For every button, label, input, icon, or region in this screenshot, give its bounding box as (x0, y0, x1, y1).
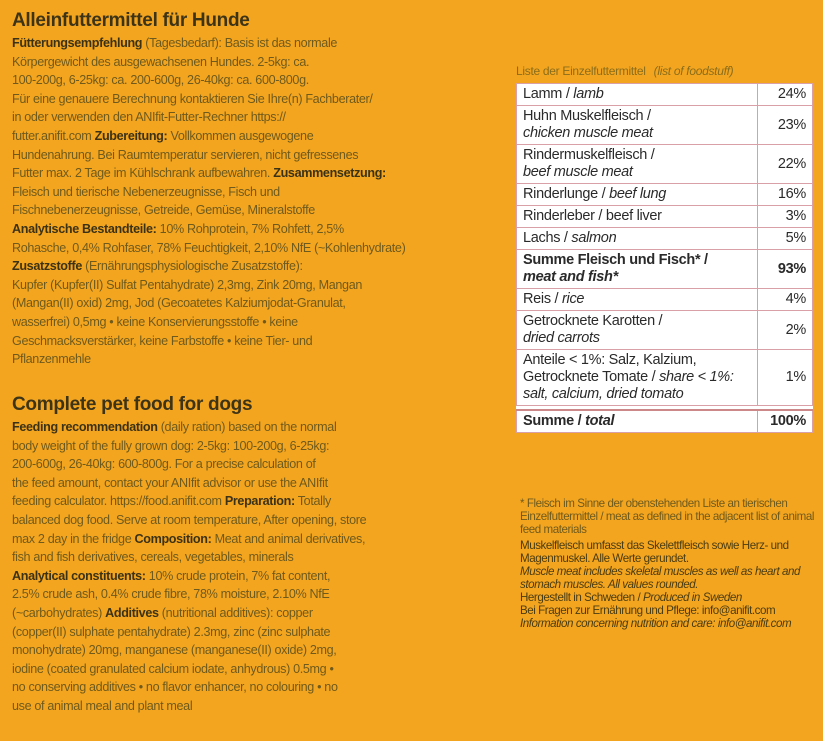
text-line (12, 164, 512, 183)
label-bold: Preparation: (224, 494, 295, 509)
text-run: 10% crude protein, 7% fat content, (145, 568, 331, 583)
note-produced (520, 591, 820, 604)
text-line (12, 437, 512, 456)
ingredient-percent: 1% (758, 350, 813, 406)
total-de: Summe / (523, 413, 586, 429)
text-run: the feed amount, contact your ANIfit advisor or use the ANIfit (12, 475, 328, 490)
text-line (12, 548, 512, 567)
ingredient-percent: 4% (758, 289, 813, 311)
text-run: Totally (294, 494, 331, 509)
text-run: max 2 day in the fridge (12, 531, 135, 546)
ingredient-de: Lachs / (523, 230, 572, 246)
ingredient-en: beef lung (609, 186, 667, 202)
table-row (517, 84, 813, 106)
ingredient-en: chicken muscle meat (523, 125, 653, 141)
ingredient-percent: 5% (758, 228, 813, 250)
label-bold: Feeding recommendation (12, 420, 158, 434)
label-bold: Zusammensetzung: (273, 166, 386, 181)
text-run: in oder verwenden den ANIfit-Futter-Rechner https:// (12, 110, 286, 125)
text-line (12, 418, 512, 437)
note-muscle-en-text: Muscle meat includes skeletal muscles as well as heart and stomach muscles. All values rounded. (520, 565, 800, 591)
produced-en: Produced in Sweden (643, 591, 742, 604)
table-row (517, 289, 813, 311)
ingredient-en: share < 1%: salt, calcium, dried tomato (523, 369, 734, 402)
text-run: Pflanzenmehle (12, 352, 91, 367)
ingredient-en: meat and fish* (523, 269, 618, 285)
footnotes (520, 497, 820, 630)
note-contact-en (520, 617, 820, 630)
text-line (12, 660, 512, 679)
text-run: Für eine genauere Berechnung kontaktieren Sie Ihre(n) Fachberater/ (12, 91, 373, 106)
ingredient-percent: 3% (758, 206, 813, 228)
ingredient-percent: 23% (758, 106, 813, 145)
english-text (12, 418, 512, 716)
ingredient-en: rice (562, 291, 585, 307)
text-line (12, 257, 512, 276)
text-line (12, 332, 512, 351)
ingredient-name (517, 145, 758, 184)
note-contact-de: Bei Fragen zur Ernährung und Pflege: info@anifit.com (520, 604, 776, 617)
ingredient-percent: 2% (758, 311, 813, 350)
ingredient-de: Anteile < 1%: Salz, Kalzium, Getrocknete Tomate / (523, 352, 697, 385)
table-row (517, 228, 813, 250)
text-line (12, 697, 512, 716)
text-run: Meat and animal derivatives, (211, 531, 366, 546)
text-run: Hundenahrung. Bei Raumtemperatur servieren, nicht gefressenes (12, 147, 359, 162)
ingredient-name (517, 106, 758, 145)
ingredient-list-title (516, 64, 813, 78)
text-line (12, 641, 512, 660)
ingredient-de: Huhn Muskelfleisch / (523, 108, 651, 124)
text-run: (daily ration) based on the normal (157, 420, 337, 434)
table-row (517, 184, 813, 206)
ingredient-name (517, 228, 758, 250)
text-run: (Tagesbedarf): Basis ist das normale (142, 36, 338, 50)
text-run: Futter max. 2 Tage im Kühlschrank aufbewahren. (12, 166, 274, 181)
text-run: (nutritional additives): copper (158, 605, 313, 620)
ingredient-table (516, 83, 813, 433)
ingredient-name (517, 350, 758, 406)
text-line (12, 623, 512, 642)
label-bold: Additives (105, 605, 159, 620)
text-run: Rohasche, 0,4% Rohfaser, 78% Feuchtigkeit, 2,10% NfE (~Kohlenhydrate) (12, 240, 406, 255)
text-line (12, 90, 512, 109)
german-title: Alleinfuttermittel für Hunde (12, 10, 250, 31)
text-line (12, 678, 512, 697)
ingredient-de: Reis / (523, 291, 562, 307)
german-section (12, 8, 512, 369)
text-run: fish and fish derivatives, cereals, vegetables, minerals (12, 550, 294, 565)
text-run: (Mangan(II) oxid) 2mg, Jod (Gecoatetes Kalziumjodat-Granulat, (12, 296, 346, 311)
text-line (12, 350, 512, 369)
text-line (12, 276, 512, 295)
ingredient-name (517, 206, 758, 228)
text-run: 2.5% crude ash, 0.4% crude fibre, 78% moisture, 2.10% NfE (12, 587, 330, 602)
english-title: Complete pet food for dogs (12, 394, 253, 415)
table-row (517, 145, 813, 184)
total-row (517, 410, 813, 433)
german-text (12, 34, 512, 369)
text-run: Vollkommen ausgewogene (167, 128, 314, 143)
ingredient-en: dried carrots (523, 330, 600, 346)
text-run: use of animal meal and plant meal (12, 698, 193, 713)
table-row (517, 250, 813, 289)
text-line (12, 53, 512, 72)
text-line (12, 201, 512, 220)
footnote-meat: * Fleisch im Sinne der obenstehenden Liste an tierischen Einzelfuttermittel / meat as defined in the adjacent list of animal feed materials (520, 497, 814, 536)
text-run: iodine (coated granulated calcium iodate, anhydrous) 0.5mg • (12, 661, 334, 676)
list-title-de: Liste der Einzelfuttermittel (516, 64, 646, 78)
ingredient-de: Lamm / (523, 86, 574, 102)
label-bold: Analytische Bestandteile: (12, 221, 157, 236)
table-row (517, 106, 813, 145)
ingredient-de: Getrocknete Karotten / (523, 313, 663, 329)
contact-en: Information concerning nutrition and care: info@anifit.com (520, 617, 792, 630)
text-run: feeding calculator. https://food.anifit.com (12, 494, 225, 509)
text-line (12, 567, 512, 586)
text-line (12, 239, 512, 258)
text-run: 10% Rohprotein, 7% Rohfett, 2,5% (156, 221, 344, 236)
text-line (12, 71, 512, 90)
text-line (12, 511, 512, 530)
text-run: (~carbohydrates) (12, 605, 106, 620)
table-row (517, 350, 813, 406)
text-line (12, 146, 512, 165)
total-en: total (585, 413, 615, 429)
text-run: balanced dog food. Serve at room temperature, After opening, store (12, 512, 367, 527)
text-line (12, 492, 512, 511)
text-line (12, 455, 512, 474)
text-run: Fleisch und tierische Nebenerzeugnisse, Fisch und (12, 184, 280, 199)
ingredient-en: beef muscle meat (523, 164, 633, 180)
note-muscle-de: Muskelfleisch umfasst das Skelettfleisch sowie Herz- und Magenmuskel. Alle Werte gerundet. (520, 539, 789, 565)
ingredient-de: Rinderlunge / (523, 186, 610, 202)
table-row (517, 311, 813, 350)
text-run: body weight of the fully grown dog: 2-5kg: 100-200g, 6-25kg: (12, 438, 330, 453)
label-bold: Fütterungsempfehlung (12, 36, 143, 50)
text-line (12, 313, 512, 332)
text-line (12, 220, 512, 239)
ingredient-name (517, 184, 758, 206)
text-line (12, 530, 512, 549)
list-title-en: (list of foodstuff) (653, 64, 734, 78)
ingredient-name (517, 311, 758, 350)
label-bold: Zubereitung: (94, 128, 168, 143)
text-run: monohydrate) 20mg, manganese (manganese(II) oxide) 2mg, (12, 643, 337, 658)
text-run: no conserving additives • no flavor enhancer, no colouring • no (12, 680, 338, 695)
ingredient-percent: 93% (758, 250, 813, 289)
ingredient-de: Rinderleber / beef liver (523, 208, 662, 224)
text-run: 100-200g, 6-25kg: ca. 200-600g, 26-40kg: ca. 600-800g. (12, 73, 309, 88)
ingredient-percent: 16% (758, 184, 813, 206)
ingredient-percent: 24% (758, 84, 813, 106)
text-line (12, 474, 512, 493)
label-bold: Zusatzstoffe (12, 259, 82, 274)
text-run: 200-600g, 26-40kg: 600-800g. For a precise calculation of (12, 457, 316, 472)
ingredient-de: Rindermuskelfleisch / (523, 147, 655, 163)
label-bold: Analytical constituents: (12, 568, 146, 583)
ingredient-list (516, 64, 813, 433)
total-name (517, 410, 758, 433)
text-run: wasserfrei) 0,5mg • keine Konservierungsstoffe • keine (12, 314, 298, 329)
text-line (12, 183, 512, 202)
total-percent: 100% (758, 410, 813, 433)
ingredient-de: Summe Fleisch und Fisch* / (523, 252, 708, 268)
text-line (12, 34, 512, 53)
label-bold: Composition: (134, 531, 212, 546)
text-line (12, 585, 512, 604)
ingredient-en: lamb (573, 86, 604, 102)
note-muscle-en (520, 565, 820, 591)
text-line (12, 604, 512, 623)
text-line (12, 127, 512, 146)
ingredient-name (517, 250, 758, 289)
text-run: futter.anifit.com (12, 128, 95, 143)
ingredient-name (517, 289, 758, 311)
text-run: Körpergewicht des ausgewachsenen Hundes. 2-5kg: ca. (12, 54, 310, 69)
text-run: Geschmacksverstärker, keine Farbstoffe • keine Tier- und (12, 333, 313, 348)
text-line (12, 294, 512, 313)
ingredient-percent: 22% (758, 145, 813, 184)
text-run: Kupfer (Kupfer(II) Sulfat Pentahydrate) 2,3mg, Zink 20mg, Mangan (12, 277, 363, 292)
text-line (12, 108, 512, 127)
table-row (517, 206, 813, 228)
english-section (12, 392, 512, 716)
ingredient-name (517, 84, 758, 106)
produced-de: Hergestellt in Schweden / (520, 591, 643, 604)
ingredient-en: salmon (571, 230, 617, 246)
text-run: Fischnebenerzeugnisse, Getreide, Gemüse, Mineralstoffe (12, 203, 315, 218)
text-run: (copper(II) sulphate pentahydrate) 2.3mg, zinc (zinc sulphate (12, 624, 331, 639)
text-run: (Ernährungsphysiologische Zusatzstoffe): (81, 259, 303, 274)
